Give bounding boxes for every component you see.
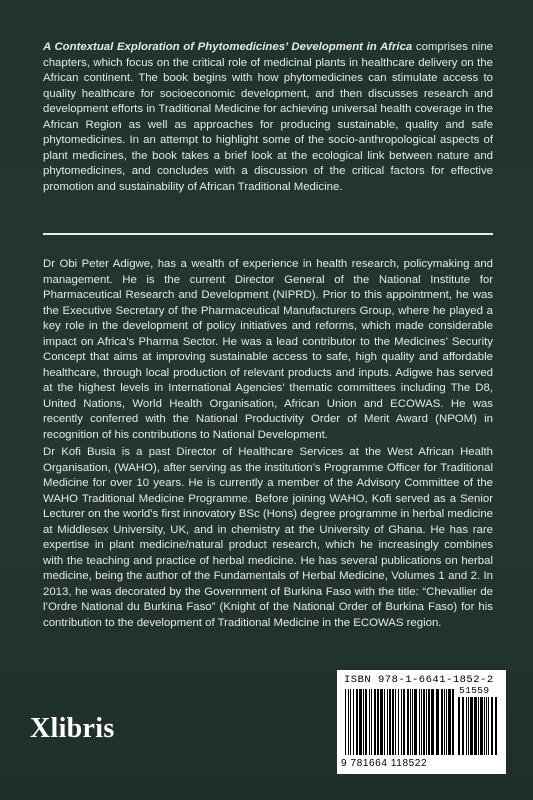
barcode-bar (348, 689, 349, 755)
barcode-bar (419, 689, 420, 755)
barcode-bar (407, 689, 409, 755)
barcode-bar (423, 689, 425, 755)
barcode-bar (403, 689, 405, 755)
barcode-bar (452, 689, 454, 755)
barcode-bar (478, 697, 479, 755)
barcode-bar (350, 689, 351, 755)
barcode (337, 670, 506, 774)
barcode-bar (353, 689, 354, 755)
barcode-bar (359, 689, 362, 755)
barcode-bar (365, 689, 367, 755)
barcode-bar (484, 697, 485, 755)
synopsis-text: comprises nine chapters, which focus on the critical role of medicinal plants in healthcare delivery on the African continent. The book begins with how phytomedicines can stimulate access to quality healthcare for socioeconomic development, and then discusses research and development efforts in Traditional Medicine for achieving universal health coverage in the African Region as well as approaches for producing sustainable, quality and safe phytomedicines. In an attempt to highlight some of the socio-anthropological aspects of plant medicines, the book takes a brief look at the ecological link between nature and phytomedicines, and concludes with a discussion of the critical factors for effective promotion and sustainability of African Traditional Medicine. (43, 41, 493, 193)
barcode-bar (412, 689, 413, 755)
bio-adigwe: Dr Obi Peter Adigwe, has a wealth of experience in health research, policymaking and management. He is the current Director General of the National Institute for Pharmaceutical Research and Development (NIPRD). Prior to this appointment, he was the Executive Secretary of the Pharmaceutical Manufacturers Group, where he played a key role in the development of policy initiatives and reforms, which made considerable impact on Africa’s Pharma Sector. He was a lead contributor to the Medicines’ Security Concept that aims at improving sustainable access to safe, high quality and affordable healthcare, through local production of relevant products and inputs. Adigwe has served at the highest levels in International Agencies’ thematic committees including The D8, United Nations, World Health Organisation, African Union and ECOWAS. He was recently conferred with the National Productivity Order of Merit Award (NPOM) in recognition of his contributions to National Development. (43, 258, 493, 441)
barcode-bar (441, 689, 443, 755)
barcode-bar (466, 697, 467, 755)
barcode-bar (468, 697, 469, 755)
publisher-logo: Xlibris (30, 713, 115, 744)
isbn-text: ISBN 978-1-6641-1852-2 (344, 674, 494, 686)
barcode-bar (444, 689, 445, 755)
barcode-bar (410, 689, 411, 755)
barcode-bar (356, 689, 358, 755)
section-divider (43, 233, 493, 235)
barcode-bar (436, 689, 439, 755)
addon-number: 51559 (459, 685, 490, 696)
barcode-bar (446, 689, 447, 755)
barcode-bar (398, 689, 399, 755)
barcode-bar (426, 689, 427, 755)
bio-busia: Dr Kofi Busia is a past Director of Healthcare Services at the West African Health Organisation, (WAHO), after serving as the institution’s Programme Officer for Traditional Medicine for over 10 years. He is currently a member of the Advisory Committee of the WAHO Traditional Medicine Programme. Before joining WAHO, Kofi served as a Senior Lecturer on the world’s first innovatory BSc (Hons) degree programme in herbal medicine at Middlesex University, UK, and in chemistry at the University of Ghana. He has rare expertise in plant medicine/natural product research, which he increasingly combines with the teaching and practice of herbal medicine. He has several publications on herbal medicine, being the author of the Fundamentals of Herbal Medicine, Volumes 1 and 2. In 2013, he was decorated by the Government of Burkina Faso with the title: “Chevallier de l’Ordre National du Burkina Faso” (Knight of the National Order of Burkina Faso) for his contribution to the development of Traditional Medicine in the ECOWAS region. (43, 446, 493, 629)
barcode-bar (369, 689, 370, 755)
ean-barcode-bars (345, 689, 455, 755)
barcode-bar (462, 697, 464, 755)
barcode-bar (395, 689, 396, 755)
barcode-bar (345, 689, 346, 755)
barcode-bar (363, 689, 364, 755)
barcode-bar (491, 697, 493, 755)
synopsis-paragraph (43, 40, 493, 195)
barcode-bar (377, 689, 379, 755)
barcode-bar (428, 689, 430, 755)
barcode-bar (389, 689, 391, 755)
book-title: A Contextual Exploration of Phytomedicines’ Development in Africa (43, 41, 413, 53)
ean-digits: 9 781664 118522 (341, 758, 428, 769)
barcode-bar (392, 689, 394, 755)
barcode-bar (387, 689, 388, 755)
barcode-bar (401, 689, 402, 755)
barcode-bar (486, 697, 487, 755)
barcode-bar (374, 689, 376, 755)
barcode-bar (474, 697, 477, 755)
barcode-bar (458, 697, 460, 755)
barcode-bar (380, 689, 383, 755)
addon-barcode-bars (458, 697, 500, 755)
barcode-bar (421, 689, 422, 755)
barcode-bar (488, 697, 489, 755)
barcode-bar (371, 689, 372, 755)
barcode-bar (470, 697, 473, 755)
barcode-bar (431, 689, 434, 755)
barcode-bar (414, 689, 417, 755)
barcode-bar (448, 689, 451, 755)
barcode-bar (384, 689, 385, 755)
barcode-bar (495, 697, 497, 755)
barcode-bar (480, 697, 483, 755)
